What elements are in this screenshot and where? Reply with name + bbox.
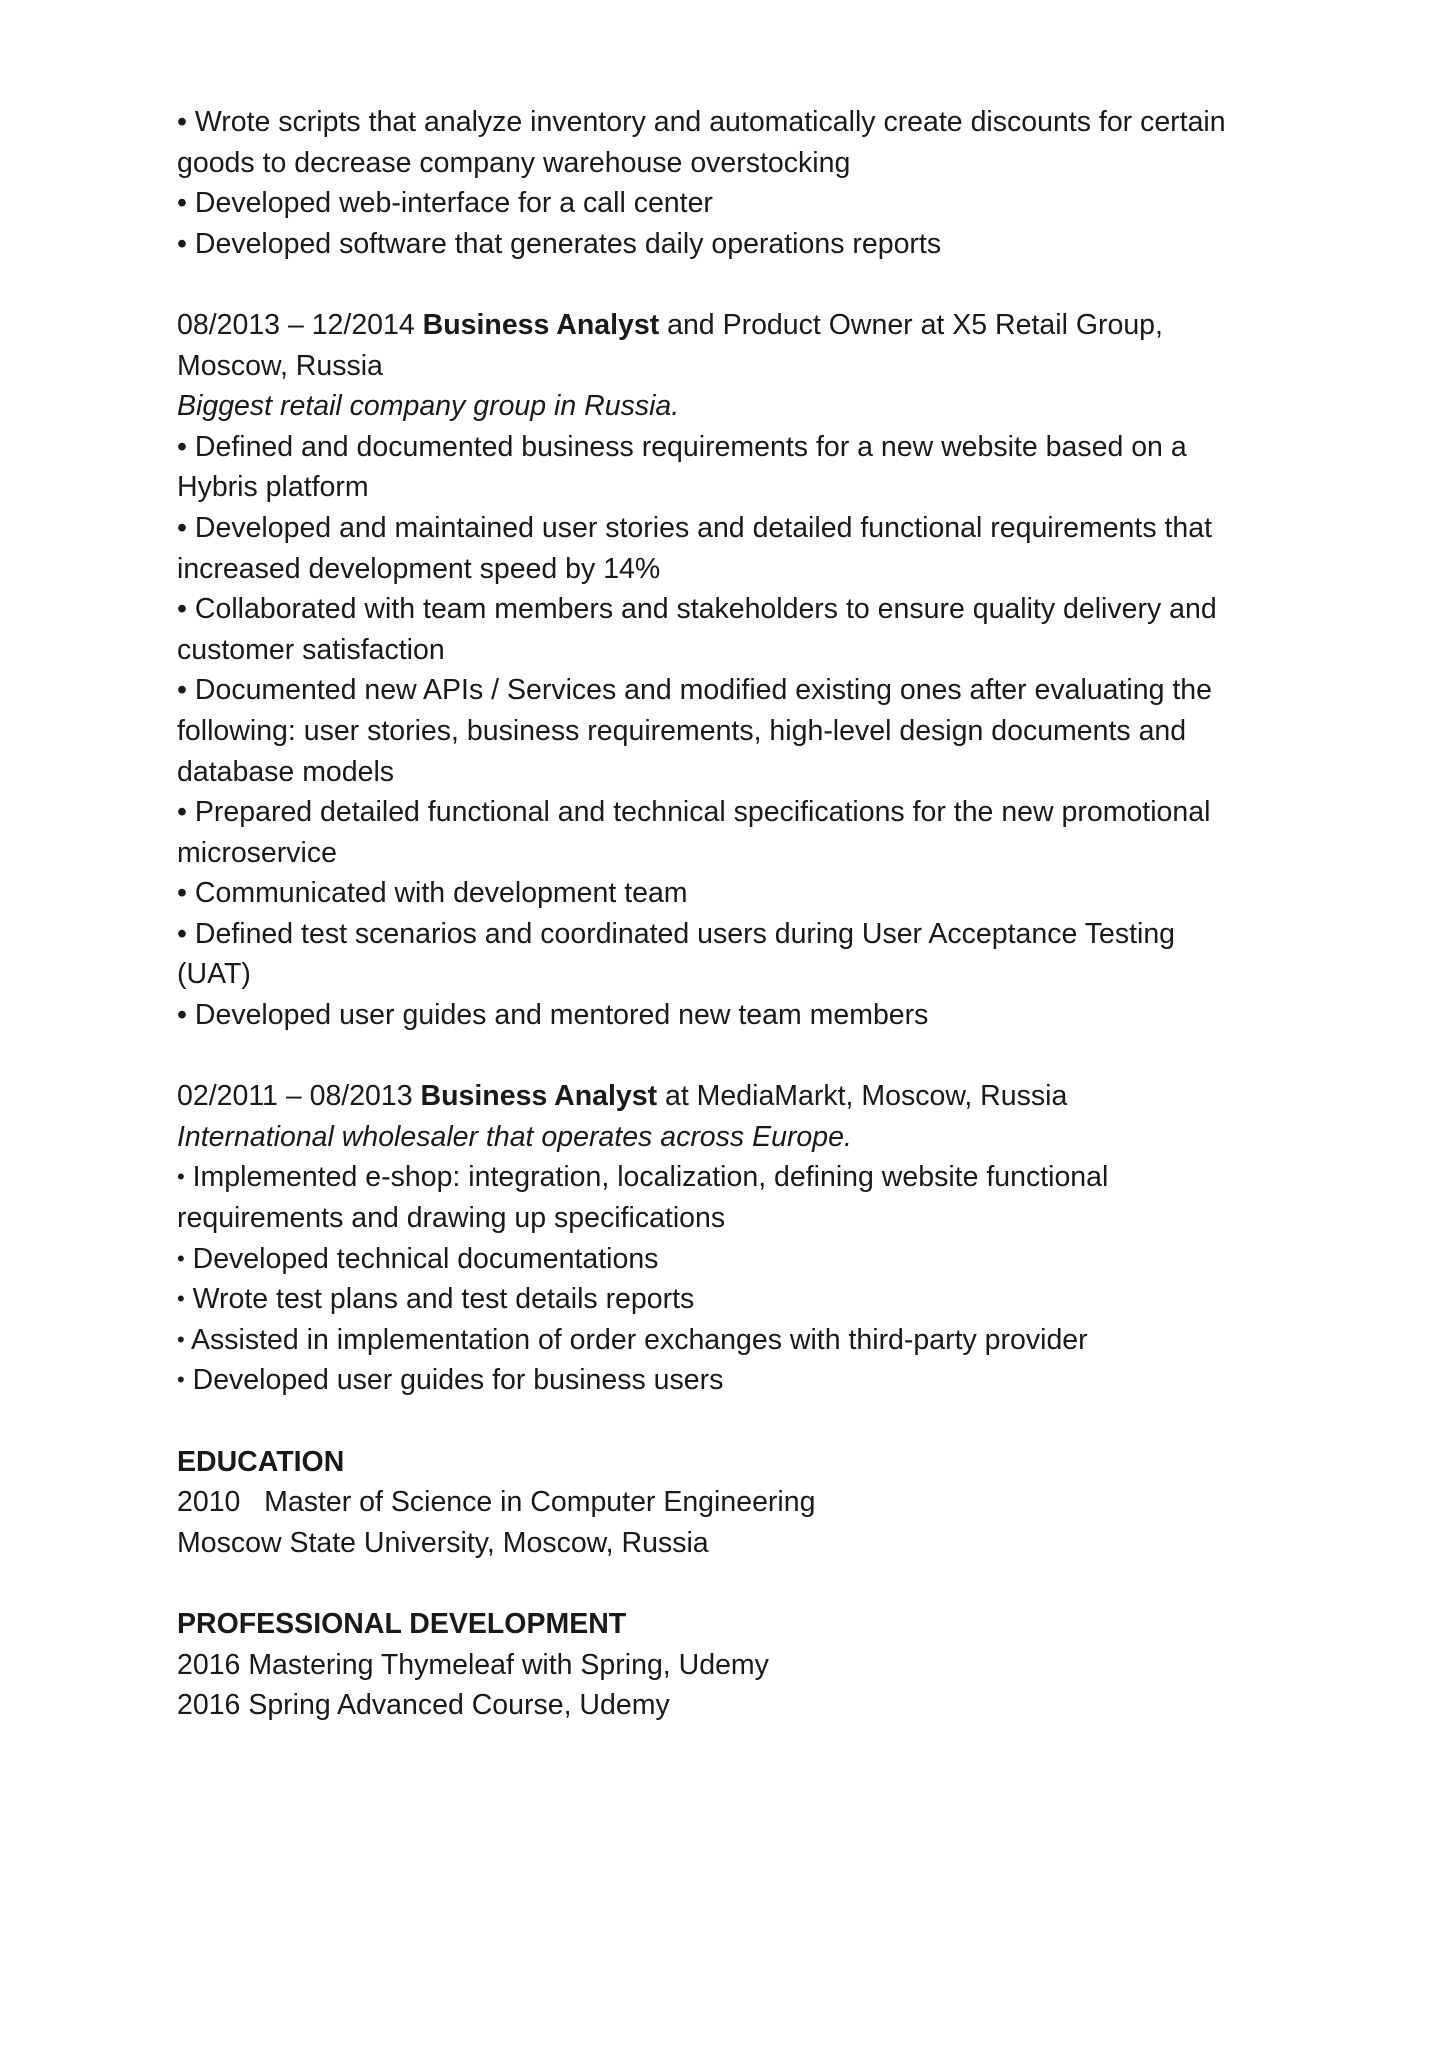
bullet-icon: • — [177, 1326, 185, 1352]
bullet-icon: • — [177, 1286, 185, 1312]
section-heading: PROFESSIONAL DEVELOPMENT — [177, 1607, 627, 1640]
bullet-line: • Assisted in implementation of order exchanges with third-party provider — [177, 1323, 1088, 1356]
bullet-line: customer satisfaction — [177, 633, 445, 666]
bullet-line: • Wrote test plans and test details reports — [177, 1283, 695, 1316]
bullet-line: increased development speed by 14% — [177, 552, 661, 585]
bullet-line: • Developed software that generates daily operations reports — [177, 227, 942, 260]
section-heading: EDUCATION — [177, 1445, 345, 1478]
bullet-line: • Wrote scripts that analyze inventory and automatically create discounts for certain — [177, 106, 1226, 138]
degree-line: 2010 Master of Science in Computer Engineering — [177, 1486, 816, 1519]
professional-development-section — [177, 1604, 1297, 1726]
bullet-line: • Developed technical documentations — [177, 1242, 659, 1275]
job-dates: 02/2011 – 08/2013 — [177, 1080, 413, 1113]
job-title: Business Analyst — [420, 1080, 658, 1113]
bullet-line: database models — [177, 755, 395, 788]
bullet-line: • Prepared detailed functional and technical specifications for the new promotional — [177, 796, 1211, 829]
bullet-icon: • — [177, 1164, 185, 1190]
previous-job-bullets — [177, 102, 1297, 264]
job-employer: at MediaMarkt, Moscow, Russia — [657, 1080, 1068, 1113]
job-mediamarkt — [177, 1076, 1297, 1401]
bullet-line: • Implemented e-shop: integration, localization, defining website functional — [177, 1161, 1109, 1194]
job-dates: 08/2013 – 12/2014 — [177, 308, 415, 341]
education-section — [177, 1442, 1297, 1564]
university-line: Moscow State University, Moscow, Russia — [177, 1526, 709, 1559]
bullet-line: following: user stories, business requirements, high-level design documents and — [177, 714, 1187, 747]
bullet-line: • Documented new APIs / Services and modified existing ones after evaluating the — [177, 674, 1212, 707]
bullet-line: • Defined test scenarios and coordinated users during User Acceptance Testing — [177, 917, 1176, 950]
bullet-line: • Developed user guides and mentored new team members — [177, 999, 929, 1032]
job-location: Moscow, Russia — [177, 349, 383, 382]
bullet-line: requirements and drawing up specifications — [177, 1202, 726, 1235]
job-title: Business Analyst — [422, 308, 660, 341]
job-header — [177, 305, 1297, 346]
bullet-line: • Defined and documented business requirements for a new website based on a — [177, 430, 1187, 463]
bullet-line: • Communicated with development team — [177, 877, 688, 910]
bullet-icon: • — [177, 1245, 185, 1271]
spacer — [177, 1036, 1297, 1077]
bullet-line: • Developed and maintained user stories and detailed functional requirements that — [177, 511, 1213, 544]
bullet-line: • Developed user guides for business users — [177, 1364, 724, 1397]
bullet-line: • Developed web-interface for a call center — [177, 187, 713, 220]
resume-page — [177, 102, 1297, 1726]
job-x5-retail — [177, 305, 1297, 1036]
bullet-line: goods to decrease company warehouse overstocking — [177, 146, 851, 179]
spacer — [177, 264, 1297, 305]
course-line: 2016 Spring Advanced Course, Udemy — [177, 1689, 670, 1722]
job-tagline: International wholesaler that operates across Europe. — [177, 1120, 852, 1153]
job-header — [177, 1076, 1297, 1117]
job-tagline: Biggest retail company group in Russia. — [177, 390, 680, 423]
bullet-icon: • — [177, 1367, 185, 1393]
bullet-line: (UAT) — [177, 958, 251, 991]
course-line: 2016 Mastering Thymeleaf with Spring, Udemy — [177, 1648, 769, 1681]
spacer — [177, 1401, 1297, 1442]
job-employer: and Product Owner at X5 Retail Group, — [659, 308, 1163, 341]
bullet-line: microservice — [177, 836, 337, 869]
bullet-line: Hybris platform — [177, 471, 369, 504]
bullet-line: • Collaborated with team members and stakeholders to ensure quality delivery and — [177, 593, 1217, 626]
spacer — [177, 1563, 1297, 1604]
